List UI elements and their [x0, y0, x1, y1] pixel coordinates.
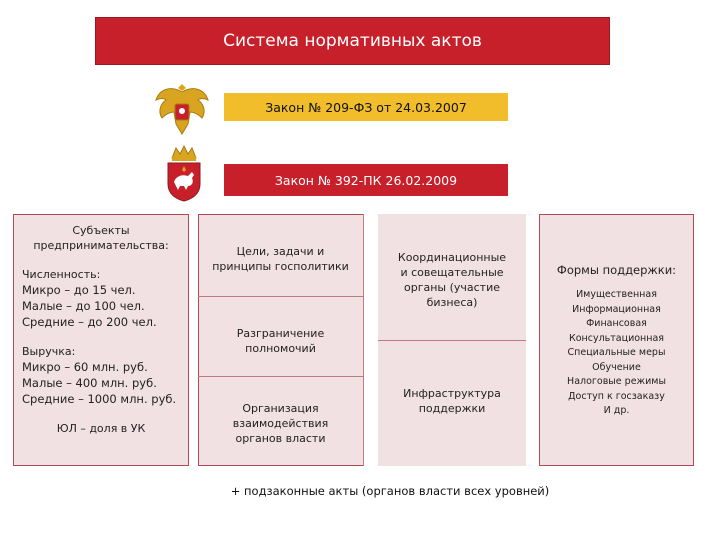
goals-line: взаимодействия: [232, 416, 329, 430]
coordination-divider: [378, 340, 526, 341]
coordination-line: Координационные: [397, 251, 507, 264]
goals-line: принципы госполитики: [212, 260, 349, 273]
goals-divider: [198, 376, 363, 377]
forms-item: Налоговые режимы: [567, 376, 666, 387]
goals-divider: [198, 296, 363, 297]
count-item: Малые – до 100 чел.: [22, 299, 145, 313]
subjects-heading: [22, 223, 180, 253]
goals-line: органов власти: [235, 431, 326, 445]
forms-panel: [539, 214, 694, 466]
goals-line: Цели, задачи и: [236, 245, 325, 258]
count-item: Средние – до 200 чел.: [22, 315, 157, 329]
coordination-line: органы (участие: [403, 281, 501, 294]
revenue-item: Микро – 60 млн. руб.: [22, 360, 148, 374]
goals-cell-powers: [198, 316, 363, 366]
subjects-heading-line: Субъекты: [72, 224, 130, 237]
coordination-cell-bodies: [378, 240, 526, 320]
footer-note: + подзаконные акты (органов власти всех уровней): [230, 484, 550, 498]
forms-heading: Формы поддержки:: [556, 263, 677, 277]
goals-cell-policy: [198, 232, 363, 286]
subjects-heading-line: предпринимательства:: [33, 239, 169, 252]
goals-line: Разграничение: [236, 327, 325, 340]
coordination-cell-infrastructure: [378, 376, 526, 426]
coordination-line: бизнеса): [426, 296, 478, 309]
diagram-title-text: Система нормативных актов: [223, 31, 482, 51]
revenue-item: Средние – 1000 млн. руб.: [22, 392, 177, 406]
coordination-line: Инфраструктура: [403, 387, 501, 400]
federal-law-text: Закон № 209-ФЗ от 24.03.2007: [265, 99, 467, 115]
diagram-title: [95, 17, 610, 65]
count-heading: Численность:: [22, 268, 101, 281]
russian-coat-of-arms-icon: [150, 78, 214, 142]
forms-item: Специальные меры: [567, 347, 666, 358]
revenue-item: Малые – 400 млн. руб.: [22, 376, 157, 390]
subjects-panel: [13, 214, 189, 466]
revenue-heading: Выручка:: [22, 345, 76, 358]
perm-krai-coat-of-arms-icon: [164, 144, 204, 202]
forms-item: Консультационная: [568, 332, 665, 344]
goals-cell-interaction: [198, 390, 363, 456]
federal-law-box: [224, 93, 508, 121]
regional-law-box: [224, 164, 508, 196]
subjects-note: ЮЛ – доля в УК: [56, 422, 146, 435]
forms-item: Обучение: [592, 361, 641, 373]
forms-item: Доступ к госзаказу: [568, 390, 665, 402]
forms-item: Финансовая: [586, 318, 647, 329]
coordination-line: и совещательные: [400, 266, 504, 279]
forms-item: И др.: [603, 405, 630, 416]
regional-law-text: Закон № 392-ПК 26.02.2009: [274, 172, 458, 188]
coordination-divider: [363, 214, 364, 466]
goals-line: полномочий: [245, 342, 316, 355]
forms-item: Информационная: [572, 303, 661, 315]
count-item: Микро – до 15 чел.: [22, 283, 136, 297]
forms-item: Имущественная: [576, 289, 657, 300]
goals-line: Организация: [242, 401, 319, 415]
coordination-line: поддержки: [418, 402, 486, 415]
